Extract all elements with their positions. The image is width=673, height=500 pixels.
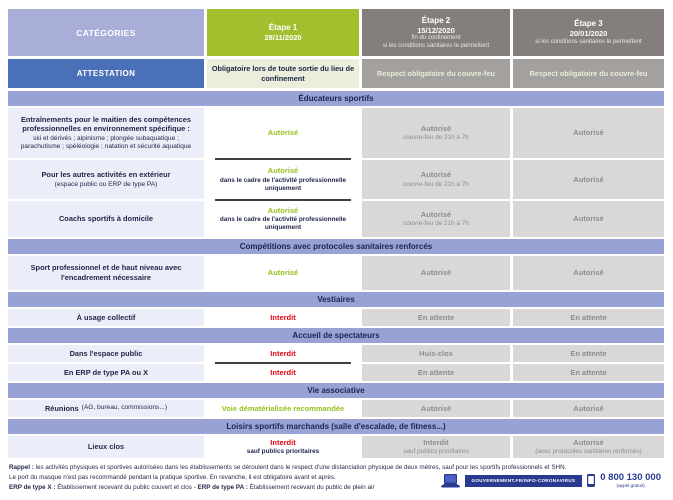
step2-cell: [362, 309, 510, 326]
gov-badge: GOUVERNEMENT.FR/INFO-CORONAVIRUS: [465, 475, 583, 487]
status-text: Autorisé: [420, 268, 452, 278]
row-label: [8, 108, 204, 158]
status-text: Interdit: [270, 367, 296, 377]
step3-cell: [513, 160, 664, 199]
laptop-icon: [441, 474, 460, 488]
footer-rappel-bold: Rappel :: [9, 464, 34, 471]
step2-cell: [362, 345, 510, 362]
footer-erp-x-bold: ERP de type X :: [9, 483, 56, 491]
row-label: [8, 309, 204, 326]
status-text: En attente: [417, 312, 455, 322]
row-label-text: Coachs sportifs à domicile: [58, 214, 154, 224]
step3-cell: [513, 400, 664, 417]
row-label-subtext: (espace public ou ERP de type PA): [54, 180, 158, 188]
footer-erp-pa-text: Établissement recevant du public de plein air: [249, 483, 375, 491]
section-title: Vestiaires: [317, 295, 355, 304]
section-band-vestiaires: [8, 292, 664, 307]
footer: [8, 463, 664, 492]
step3-cell: [513, 256, 664, 290]
attestation-row: [8, 59, 664, 88]
section-band-spectateurs: [8, 328, 664, 343]
status-text: Interdit: [270, 312, 296, 322]
step1-cell: [207, 256, 359, 290]
row-label: [8, 436, 204, 458]
table-row: [8, 364, 664, 381]
status-text: Autorisé: [573, 174, 604, 184]
row-label: [8, 201, 204, 237]
status-text: En attente: [417, 367, 455, 377]
step1-cell: [207, 309, 359, 326]
footer-erp-pa-bold: ERP de type PA :: [197, 483, 248, 491]
step2-cell: [362, 400, 510, 417]
status-text: En attente: [570, 367, 607, 377]
status-text: Huis-clos: [419, 348, 453, 358]
table-row: [8, 400, 664, 417]
status-note: couvre-feu de 21h à 7h: [403, 180, 469, 188]
section-band-vie-associative: [8, 383, 664, 398]
section-band-loisirs: [8, 419, 664, 434]
table-row: [8, 256, 664, 290]
step1-cell: [207, 160, 359, 199]
step3-title: Étape 3: [574, 19, 603, 29]
attestation-step2-cell: [362, 59, 510, 88]
section-title: Compétitions avec protocoles sanitaires renforcés: [239, 242, 433, 251]
step2-cell: [362, 256, 510, 290]
footer-rappel-text: les activités physiques et sportives autorisées dans les établissements se déroulent dans le respect d'une distanciation physique de deux mètres, sauf pour les sportifs professionnels et SHN.: [35, 464, 567, 471]
step2-cell: [362, 160, 510, 199]
step3-cell: [513, 108, 664, 158]
phone-icon: [587, 474, 595, 487]
attestation-step3-cell: [513, 59, 664, 88]
step1-title: Étape 1: [268, 23, 298, 33]
status-text: Autorisé: [267, 268, 299, 278]
attestation-step1-text: Obligatoire lors de toute sortie du lieu de confinement: [211, 64, 355, 83]
row-label-text: Pour les autres activités en extérieur: [41, 170, 171, 180]
status-text: Autorisé: [267, 166, 299, 176]
status-text: Autorisé: [420, 170, 452, 180]
attestation-step2-text: Respect obligatoire du couvre-feu: [377, 69, 495, 78]
status-text: Autorisé: [573, 214, 604, 224]
table-row: [8, 160, 664, 199]
row-label-subtext: ski et dérivés ; alpinisme ; plongée subaquatique ; parachutisme ; spéléologie ; natation et sécurité aquatique: [20, 134, 192, 151]
table-row: [8, 201, 664, 237]
row-label: [8, 345, 204, 362]
row-label-text: À usage collectif: [76, 312, 136, 322]
section-title: Accueil de spectateurs: [292, 331, 380, 340]
status-text: En attente: [570, 312, 607, 322]
status-text: Voie dématérialisée recommandée: [221, 403, 345, 413]
row-label-text: Lieux clos: [87, 442, 125, 452]
step1-header: [207, 9, 359, 56]
phone-subtext: (appel gratuit): [616, 483, 645, 489]
step3-cell: [513, 309, 664, 326]
step1-date: 28/11/2020: [264, 33, 302, 43]
row-label: [8, 256, 204, 290]
footer-line-rappel: [9, 463, 664, 473]
section-band-competitions: [8, 239, 664, 254]
step2-cell: [362, 201, 510, 237]
step2-date: 15/12/2020: [417, 25, 455, 35]
status-text: Autorisé: [420, 209, 452, 219]
section-title: Vie associative: [307, 386, 365, 395]
status-note: dans le cadre de l'activité professionnelle uniquement: [219, 216, 347, 232]
phone-block: [600, 473, 661, 488]
row-label: [8, 400, 204, 417]
step1-cell: [207, 345, 359, 362]
footer-masque-text: Le port du masque n'est pas recommandé pendant la pratique sportive. En revanche, il est obligatoire avant et après.: [9, 473, 336, 481]
step2-cell: [362, 108, 510, 158]
status-note: couvre-feu de 21h à 7h: [403, 220, 469, 228]
step2-note: si les conditions sanitaires le permettent: [382, 42, 490, 49]
step3-cell: [513, 436, 664, 458]
table-row: [8, 309, 664, 326]
phone-number: 0 800 130 000: [600, 472, 661, 483]
status-text: Autorisé: [267, 205, 299, 215]
status-text: Autorisé: [573, 437, 604, 447]
status-note: dans le cadre de l'activité professionnelle uniquement: [219, 176, 347, 192]
status-note: sauf publics prioritaires: [246, 448, 320, 456]
step3-cell: [513, 364, 664, 381]
footer-erp-x-text: Établissement recevant du public couvert et clos -: [57, 483, 196, 491]
step3-cell: [513, 201, 664, 237]
step2-title: Étape 2: [421, 15, 451, 25]
status-text: Autorisé: [573, 128, 604, 138]
step2-header: [362, 9, 510, 56]
step1-cell: [207, 201, 359, 237]
status-text: Autorisé: [573, 403, 604, 413]
section-title: Loisirs sportifs marchands (salle d'escalade, de fitness...): [226, 422, 446, 431]
section-title: Éducateurs sportifs: [298, 94, 374, 103]
attestation-step3-text: Respect obligatoire du couvre-feu: [529, 69, 648, 78]
row-label-text: Sport professionnel et de haut niveau avec l'encadrement nécessaire: [30, 263, 182, 282]
status-note: (avec protocoles sanitaires renforcés): [535, 448, 642, 456]
status-note: sauf publics prioritaires: [403, 448, 469, 456]
row-label-text: Réunions: [44, 403, 79, 413]
status-text: Autorisé: [267, 128, 299, 138]
status-text: Autorisé: [573, 268, 604, 278]
step1-cell: [207, 108, 359, 158]
categories-header: [8, 9, 204, 56]
step1-cell: [207, 400, 359, 417]
table-header: [8, 9, 664, 56]
step1-cell: [207, 364, 359, 381]
table-row: [8, 108, 664, 158]
attestation-header: [8, 59, 204, 88]
status-text: Interdit: [270, 437, 296, 447]
step3-note: si les conditions sanitaires le permettent: [535, 39, 642, 46]
attestation-step1-cell: [207, 59, 359, 88]
attestation-label: ATTESTATION: [76, 69, 136, 78]
row-label-text: Dans l'espace public: [69, 348, 143, 358]
step3-cell: [513, 345, 664, 362]
status-text: Interdit: [270, 348, 296, 358]
step3-header: [513, 9, 664, 56]
row-label: [8, 364, 204, 381]
table-row: [8, 436, 664, 458]
step2-cell: [362, 436, 510, 458]
status-text: En attente: [570, 348, 607, 358]
status-text: Autorisé: [420, 123, 452, 133]
status-text: Autorisé: [420, 403, 452, 413]
step2-note: fin du confinement: [411, 35, 461, 42]
table-row: [8, 345, 664, 362]
row-label-subtext: (AG, bureau, commissions...): [81, 404, 168, 412]
step3-date: 20/01/2020: [569, 29, 608, 39]
categories-label: CATÉGORIES: [76, 27, 136, 38]
status-note: couvre-feu de 21h à 7h: [403, 134, 469, 142]
status-text: Interdit: [423, 437, 449, 447]
row-label: [8, 160, 204, 199]
row-label-text: Entraînements pour le maitien des compétences professionnelles en environnement spécifique :: [20, 114, 192, 134]
section-band-educateurs: [8, 91, 664, 106]
step2-cell: [362, 364, 510, 381]
step1-cell: [207, 436, 359, 458]
gov-branding: [441, 473, 661, 488]
row-label-text: En ERP de type PA ou X: [63, 367, 149, 377]
